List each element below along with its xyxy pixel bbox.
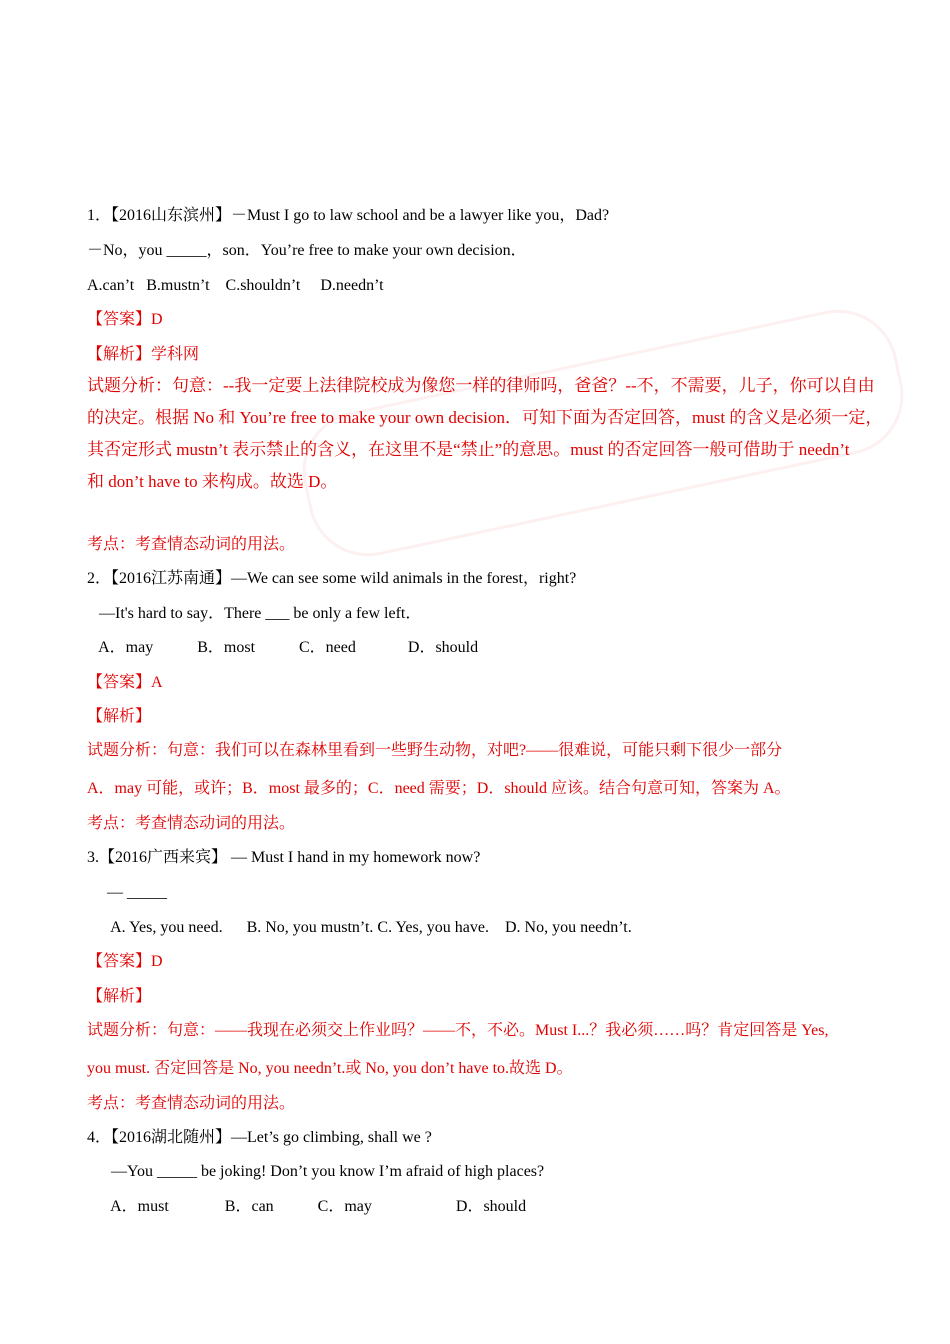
q1-line2: －No，you _____，son．You’re free to make your own decision． (87, 242, 527, 259)
q3-line2: — _____ (87, 884, 167, 901)
q1-analysis-head: 【解析】学科网 (87, 346, 200, 363)
q1-answer: 【答案】D (87, 311, 163, 328)
q1-analysis-1: 试题分析：句意：--我一定要上法律院校成为像您一样的律师吗，爸爸？--不，不需要，儿子，你可以自由 (87, 376, 875, 395)
q1-analysis-3: 其否定形式 mustn’t 表示禁止的含义，在这里不是“禁止”的意思。must 的否定回答一般可借助于 needn’t (87, 440, 850, 459)
q1-analysis-2: 的决定。根据 No 和 You’re free to make your own decision．可知下面为否定回答，must 的含义是必须一定， (87, 408, 883, 427)
q1-analysis-4: 和 don’t have to 来构成。故选 D。 (87, 472, 338, 491)
q3-analysis-head: 【解析】 (87, 988, 152, 1005)
q3-answer: 【答案】D (87, 953, 163, 970)
q2-analysis-1: 试题分析：句意：我们可以在森林里看到一些野生动物，对吧?——很难说，可能只剩下很少一部分 (87, 742, 783, 759)
q3-analysis-2: you must. 否定回答是 No, you needn’t.或 No, you don’t have to.故选 D。 (87, 1060, 573, 1077)
q2-answer: 【答案】A (87, 674, 163, 691)
q2-line2: —It's hard to say．There ___ be only a few left． (87, 605, 422, 622)
q4-stem: 4．【2016湖北随州】—Let’s go climbing, shall we ? (87, 1129, 432, 1146)
q1-point: 考点：考查情态动词的用法。 (87, 536, 296, 553)
q3-options: A. Yes, you need. B. No, you mustn’t. C. Yes, you have. D. No, you needn’t. (87, 919, 632, 936)
q2-stem: 2．【2016江苏南通】—We can see some wild animals in the forest，right? (87, 570, 577, 587)
q4-options: A．must B．can C．may D．should (87, 1198, 527, 1215)
q1-options: A.can’t B.mustn’t C.shouldn’t D.needn’t (87, 277, 384, 294)
q4-line2: —You _____ be joking! Don’t you know I’m afraid of high places? (87, 1163, 545, 1180)
q3-stem: 3.【2016广西来宾】 — Must I hand in my homework now? (87, 849, 481, 866)
q3-analysis-1: 试题分析：句意：——我现在必须交上作业吗？——不，不必。Must I...？我必须……吗？肯定回答是 Yes, (87, 1022, 829, 1039)
q1-stem: 1．【2016山东滨州】－Must I go to law school and be a lawyer like you，Dad? (87, 207, 610, 224)
q2-point: 考点：考查情态动词的用法。 (87, 815, 296, 832)
q2-options: A．may B．most C．need D．should (87, 639, 479, 656)
q3-point: 考点：考查情态动词的用法。 (87, 1095, 296, 1112)
q2-analysis-2: A．may 可能，或许；B．most 最多的；C．need 需要；D．should 应该。结合句意可知，答案为 A。 (87, 780, 791, 797)
watermark (291, 299, 914, 568)
q2-analysis-head: 【解析】 (87, 708, 152, 725)
